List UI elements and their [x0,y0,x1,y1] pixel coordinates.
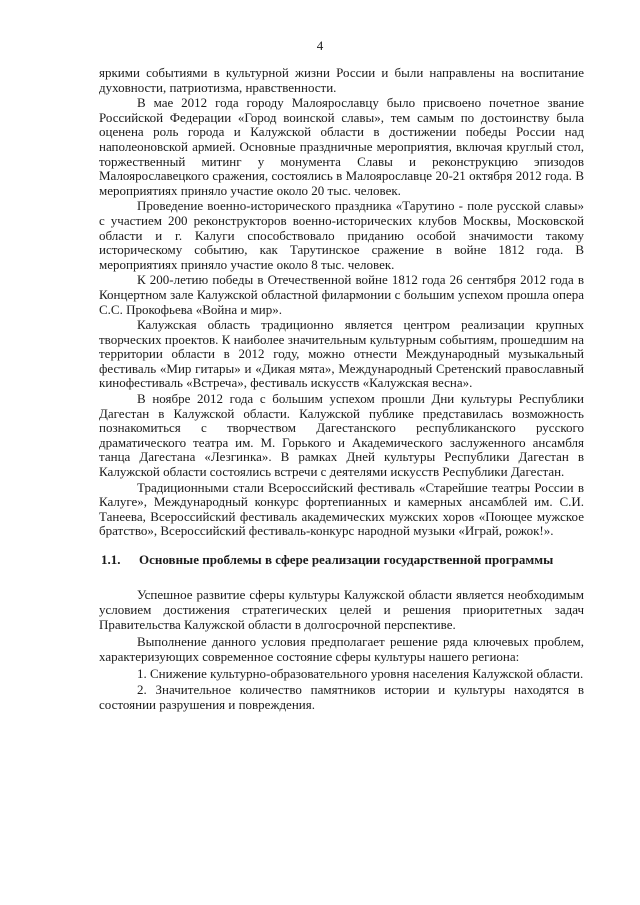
paragraphs-bottom [99,587,584,713]
section-number: 1.1. [101,552,121,567]
paragraph: Выполнение данного условия предполагает решение ряда ключевых проблем, характеризующих современное состояние сферы культуры нашего региона: [99,633,584,665]
paragraph: Проведение военно-исторического праздника «Тарутино - поле русской славы» с участием 200 реконструкторов военно-исторических клубов Москвы, Московской области и г. Калуги способствовало приданию особой значимости такому историческому событию, как Тарутинское сражение в войне 1812 года. В мероприятиях приняло участие около 8 тыс. человек. [99,198,584,272]
document-body [99,66,584,714]
paragraph: Традиционными стали Всероссийский фестиваль «Старейшие театры России в Калуге», Международный конкурс фортепианных и камерных ансамблей им. С.И. Танеева, Всероссийский фестиваль академических мужских хоров «Поющее мужское братство», Всероссийский фестиваль-конкурс народной музыки «Играй, рожок!». [99,479,584,539]
section-heading [99,553,584,568]
paragraph: яркими событиями в культурной жизни России и были направлены на воспитание духовности, патриотизма, нравственности. [99,65,584,95]
page-number: 4 [316,38,324,53]
paragraph: Калужская область традиционно является центром реализации крупных творческих проектов. К наиболее значительным культурным событиям, прошедшим на территории области в 2012 году, можно отнести Международный музыкальный фестиваль «Мир гитары» и «Дикая мята», Международный Сретенский православный кинофестиваль «Встреча», фестиваль искусств «Калужская весна». [99,317,584,391]
paragraph: В ноябре 2012 года с большим успехом прошли Дни культуры Республики Дагестан в Калужской области. Калужской публике представилась возможность познакомиться с творчеством Дагестанского республиканского русского драматического театра им. М. Горького и Академического заслуженного ансамбля танца Дагестана «Лезгинка». В рамках Дней культуры Республики Дагестан в Калужской области состоялись встречи с деятелями искусств Республики Дагестан. [99,391,584,480]
paragraph: В мае 2012 года городу Малоярославцу было присвоено почетное звание Российской Федерации «Город воинской славы», тем самым по достоинству была оценена роль города и Калужской области в достижении победы России над наполеоновской армией. Основные праздничные мероприятия, включая круглый стол, торжественный митинг у монумента Славы и реконструкцию эпизодов Малоярославецкого сражения, состоялись в Малоярославце 20-21 октября 2012 года. В мероприятиях приняло участие около 20 тыс. человек. [99,95,584,198]
paragraphs-top [99,66,584,539]
paragraph: Успешное развитие сферы культуры Калужской области является необходимым условием достижения стратегических целей и решения приоритетных задач Правительства Калужской области в долгосрочной перспективе. [99,586,584,633]
list-item: 2. Значительное количество памятников истории и культуры находятся в состоянии разрушения и повреждения. [99,682,584,713]
section-title: Основные проблемы в сфере реализации государственной программы [139,552,554,567]
list-item: 1. Снижение культурно-образовательного уровня населения Калужской области. [137,665,584,681]
paragraph: К 200-летию победы в Отечественной войне 1812 года 26 сентября 2012 года в Концертном зале Калужской областной филармонии с большим успехом прошла опера С.С. Прокофьева «Война и мир». [99,272,584,317]
